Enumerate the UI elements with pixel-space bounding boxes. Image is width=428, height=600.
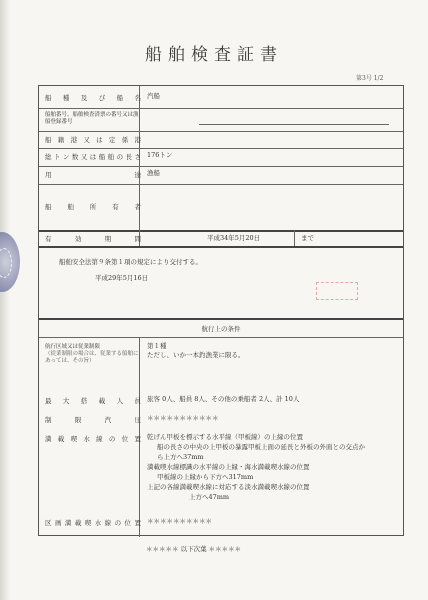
scan-shadow <box>0 0 10 600</box>
navigation-area-line1: 第１種 <box>147 342 167 350</box>
row-divider <box>39 337 403 338</box>
row-divider <box>39 230 403 232</box>
value-zone-load-line: ＊＊＊＊＊＊＊＊＊＊ <box>147 517 212 525</box>
label-load-line: 満載喫水線の位置 <box>45 435 141 443</box>
load-line-5: 甲板線の上縁から下方へ317mm <box>157 473 254 481</box>
value-ship-type-name: 汽船 <box>147 92 160 100</box>
value-limit-draft: ＊＊＊＊＊＊＊＊＊＊＊ <box>147 414 219 422</box>
load-line-6: 上記の各線満載喫水線に対応する淡水満載喫水線の位置 <box>147 483 310 491</box>
certificate-table <box>38 85 404 536</box>
label-max-capacity: 最大搭載人員 <box>45 397 141 405</box>
label-home-port: 船籍港又は定係港 <box>45 136 141 144</box>
value-validity-until: まで <box>301 234 314 242</box>
value-use: 漁船 <box>147 169 160 177</box>
label-limit-draft: 制限汽圧 <box>45 416 141 424</box>
label-ship-numbers: 船舶番号、船舶検査済票の番号又は漁船登録番号 <box>45 112 139 125</box>
value-tonnage: 176トン <box>147 151 173 159</box>
value-validity: 平成34年5月20日 <box>207 234 261 242</box>
conditions-header: 航行上の条件 <box>201 325 241 333</box>
red-seal-stamp <box>316 282 358 300</box>
load-line-2: 船の長さの中央の上甲板の暴露甲板上面の延長と外板の外面との交点か <box>157 443 365 451</box>
navigation-area-line2: ただし、いか一本釣漁業に限る。 <box>147 351 245 359</box>
issue-date: 平成29年5月16日 <box>95 274 149 282</box>
label-use: 用途 <box>45 171 141 179</box>
row-divider <box>39 184 403 185</box>
number-underline <box>199 124 389 125</box>
load-line-3: ら上方へ37mm <box>157 453 204 461</box>
footer-next-page-note: ＊＊＊＊＊ 以下次葉 ＊＊＊＊＊ <box>146 545 242 553</box>
row-divider <box>39 246 403 248</box>
label-owner: 船舶所有者 <box>45 203 141 211</box>
row-divider <box>39 108 403 109</box>
label-ship-type-name: 船種及び船名 <box>45 94 141 102</box>
row-divider <box>39 148 403 149</box>
row-divider <box>39 131 403 132</box>
document-title: 船舶検査証書 <box>145 45 283 65</box>
row-divider <box>39 166 403 167</box>
column-divider <box>139 86 140 246</box>
load-line-1: 乾げん甲板を標示する水平線（甲板線）の上縁の位置 <box>147 433 303 441</box>
form-number: 第3号 1/2 <box>356 75 384 82</box>
issue-statement: 船舶安全法第９条第１項の規定により交付する。 <box>59 258 202 266</box>
label-tonnage: 総トン数又は船舶の長さ <box>45 153 141 161</box>
navigation-area-note: （従業制限の場合は、従業する船舶にあっては、その旨） <box>45 351 139 364</box>
column-divider <box>294 230 295 246</box>
load-line-7: 上方へ47mm <box>189 493 230 501</box>
label-zone-load-line: 区画満載喫水線の位置 <box>45 519 141 527</box>
load-line-4: 満載喫水線標識の水平線の上縁・海水満載喫水線の位置 <box>147 463 310 471</box>
value-max-capacity: 旅客 0人、船員 8人、その他の乗船者 2人、計 10人 <box>147 395 300 403</box>
row-divider <box>39 318 403 320</box>
label-navigation-area: 航行区域又は従業制限 <box>45 344 101 350</box>
label-validity: 有効期間 <box>45 235 141 243</box>
